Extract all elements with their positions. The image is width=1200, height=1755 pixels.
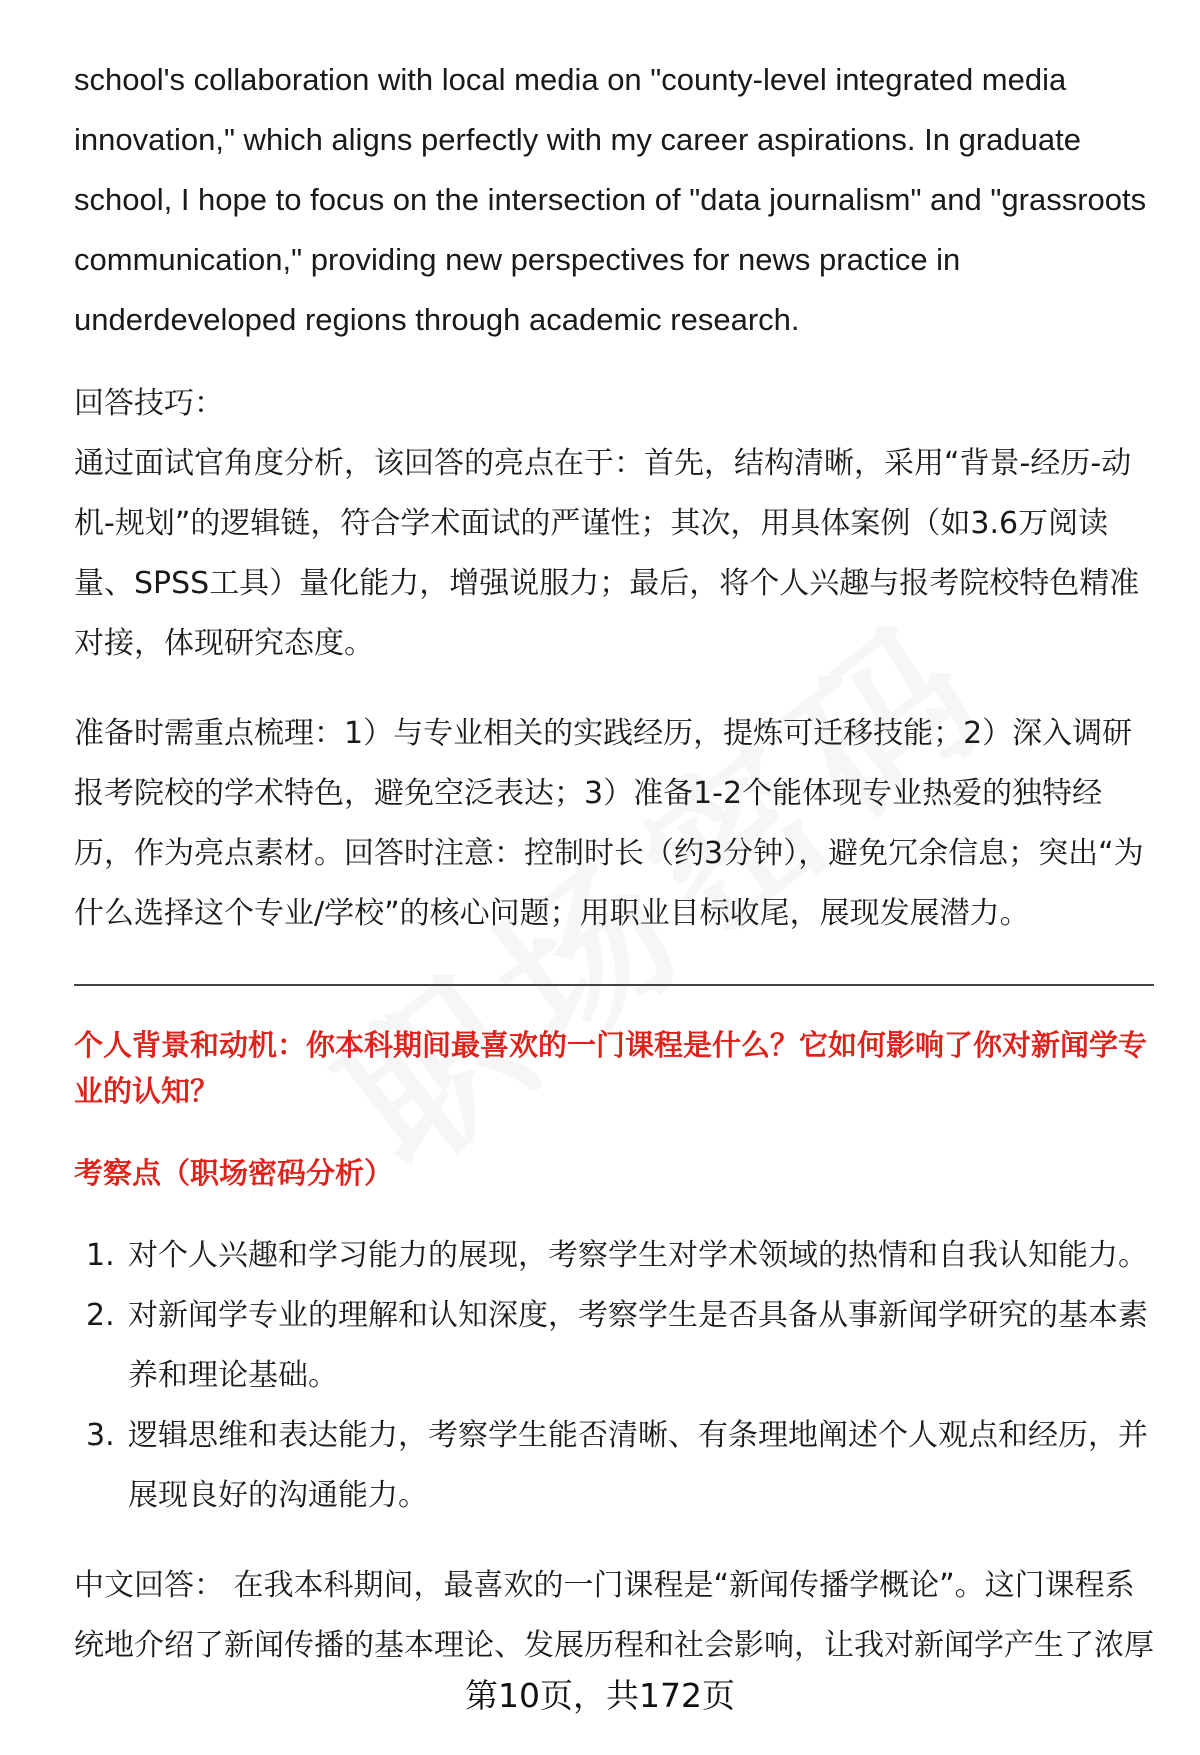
english-answer-paragraph: school's collaboration with local media on "county-level integrated media innovation," which aligns perfectly with my career aspirations. In graduate school, I hope to focus on the intersection of "data journalism" and "grassroots communication," providing new perspectives for news practice in underdeveloped regions through academic research. [74, 62, 1155, 337]
tips-heading: 回答技巧： [74, 386, 224, 421]
list-item [74, 1406, 1154, 1526]
list-item-text: 对新闻学专业的理解和认知深度，考察学生是否具备从事新闻学研究的基本素养和理论基础。 [128, 1298, 1148, 1393]
assessment-heading: 考察点（职场密码分析） [74, 1156, 394, 1190]
list-item [74, 1226, 1154, 1286]
chinese-answer-paragraph: 中文回答： 在我本科期间，最喜欢的一门课程是“新闻传播学概论”。这门课程系统地介绍了新闻传播的基本理论、发展历程和社会影响，让我对新闻学产生了浓厚 [74, 1568, 1154, 1663]
document-page [74, 50, 1154, 1676]
list-item-text: 对个人兴趣和学习能力的展现，考察学生对学术领域的热情和自我认知能力。 [128, 1238, 1148, 1273]
tips-body: 通过面试官角度分析，该回答的亮点在于：首先，结构清晰，采用“背景-经历-动机-规划”的逻辑链，符合学术面试的严谨性；其次，用具体案例（如3.6万阅读量、SPSS工具）量化能力，增强说服力；最后，将个人兴趣与报考院校特色精准对接，体现研究态度。 [74, 446, 1140, 661]
list-item-number: 1. [86, 1238, 115, 1273]
list-item-text: 逻辑思维和表达能力，考察学生能否清晰、有条理地阐述个人观点和经历，并展现良好的沟通能力。 [128, 1418, 1148, 1513]
question-title: 个人背景和动机：你本科期间最喜欢的一门课程是什么？它如何影响了你对新闻学专业的认知？ [74, 1028, 1148, 1108]
list-item-number: 3. [86, 1418, 115, 1453]
section-divider [74, 984, 1154, 986]
preparation-paragraph: 准备时需重点梳理：1）与专业相关的实践经历，提炼可迁移技能；2）深入调研报考院校的学术特色，避免空泛表达；3）准备1-2个能体现专业热爱的独特经历，作为亮点素材。回答时注意：控制时长（约3分钟），避免冗余信息；突出“为什么选择这个专业/学校”的核心问题；用职业目标收尾，展现发展潜力。 [74, 716, 1144, 931]
list-item-number: 2. [86, 1298, 115, 1333]
assessment-points-list [74, 1226, 1154, 1526]
list-item [74, 1286, 1154, 1406]
page-number: 第10页，共172页 [465, 1676, 735, 1715]
